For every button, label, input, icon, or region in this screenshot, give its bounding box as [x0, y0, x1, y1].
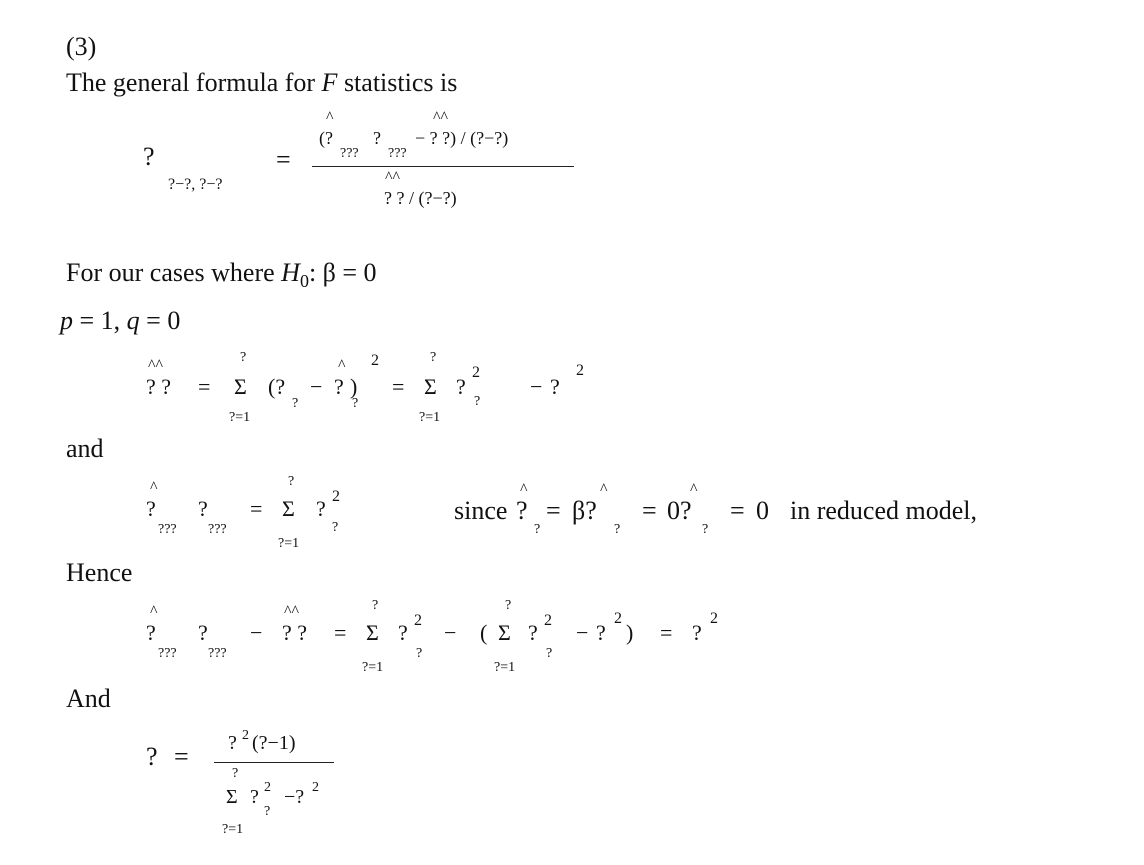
since-beta: β?: [572, 496, 597, 525]
rss-term-pow: 2: [371, 352, 379, 369]
since-y: ?: [516, 496, 528, 525]
final-num-rest: (?−1): [252, 732, 296, 754]
final-minus: −?: [284, 786, 305, 808]
diff-sum-bot2: ?=1: [494, 660, 516, 675]
rss-sum-top1: ?: [240, 350, 247, 365]
cases-text: For our cases where: [66, 258, 282, 287]
final-eq: =: [174, 742, 189, 771]
f-den: ? ? / (?−?): [384, 188, 457, 208]
rss-y-pow: 2: [472, 364, 480, 381]
final-sum-top: ?: [232, 766, 239, 781]
hat-accent: ^: [338, 357, 346, 374]
intro-text: [66, 68, 457, 98]
since-eq3: =: [730, 496, 745, 525]
rss-last-pow: 2: [576, 362, 584, 379]
rss-sigma2: Σ: [424, 374, 437, 399]
diff-rhs-q: ? ?: [282, 620, 308, 645]
rss-term-sup: ): [350, 374, 358, 399]
rss-sum-bot2: ?=1: [419, 410, 441, 425]
hat-accent: ^: [326, 109, 334, 126]
pq-q: q: [126, 306, 140, 335]
rss-eq1: =: [198, 374, 211, 399]
pq-q-rest: = 0: [139, 306, 181, 335]
since-tail: in reduced model,: [790, 496, 977, 525]
f-lhs-sub: ?−?, ?−?: [168, 176, 223, 193]
diff-lhs1: ?: [146, 620, 156, 645]
fraction-bar: [214, 762, 334, 763]
red-lhs2: ?: [198, 496, 208, 521]
diff-sigma2: Σ: [498, 620, 511, 645]
rss-term-open: (?: [268, 374, 286, 399]
red-lhs1: ?: [146, 496, 156, 521]
since-word: since: [454, 496, 508, 525]
diff-y1-sub: ?: [416, 646, 423, 661]
f-num-sub1: ???: [340, 146, 359, 161]
diff-lhs2-sub: ???: [208, 646, 227, 661]
intro-var-F: F: [321, 68, 338, 97]
diff-minus2: −: [444, 620, 457, 645]
cases-line: [66, 258, 377, 292]
final-pow: 2: [312, 780, 319, 795]
rss-last: ?: [550, 374, 560, 399]
red-sigma: Σ: [282, 496, 295, 521]
diff-eq2: =: [660, 620, 673, 645]
f-num-sub2: ???: [388, 146, 407, 161]
and-label: and: [66, 434, 104, 463]
diff-eq1: =: [334, 620, 347, 645]
intro-before: The general formula for: [66, 68, 322, 97]
since-beta-sub: ?: [614, 522, 621, 537]
diff-result: ?: [692, 620, 702, 645]
rss-lhs: ? ?: [146, 374, 172, 399]
diff-sum-bot1: ?=1: [362, 660, 384, 675]
diff-sum-top1: ?: [372, 598, 379, 613]
hat-accent: ^: [690, 481, 698, 498]
hat-accent: ^^: [284, 603, 300, 620]
f-num-open: (?: [319, 128, 333, 148]
rss-sum-top2: ?: [430, 350, 437, 365]
diff-sigma1: Σ: [366, 620, 379, 645]
hat-accent: ^: [600, 481, 608, 498]
hence-label: Hence: [66, 558, 133, 587]
f-eq: =: [276, 145, 291, 174]
rss-sum-bot1: ?=1: [229, 410, 251, 425]
red-y: ?: [316, 496, 326, 521]
intro-after: statistics is: [337, 68, 458, 97]
pq-p-rest: = 1,: [73, 306, 127, 335]
red-sum-top: ?: [288, 474, 295, 489]
diff-y2: ?: [528, 620, 538, 645]
red-eq: =: [250, 496, 263, 521]
rss-term-q: ?: [334, 374, 344, 399]
rss-eq2: =: [392, 374, 405, 399]
final-y-pow: 2: [264, 780, 271, 795]
hat-accent: ^^: [385, 169, 401, 186]
fraction-bar: [312, 166, 574, 167]
final-num-pow: 2: [242, 728, 249, 743]
final-sum-bot: ?=1: [222, 822, 244, 837]
since-eq2: =: [642, 496, 657, 525]
f-lhs: ?: [143, 142, 155, 171]
diff-lhs1-sub: ???: [158, 646, 177, 661]
final-sigma: Σ: [226, 786, 238, 808]
final-num: ?: [228, 732, 237, 754]
rss-term-sub2: ?: [352, 396, 359, 411]
diff-y1: ?: [398, 620, 408, 645]
rss-sigma1: Σ: [234, 374, 247, 399]
hat-accent: ^^: [148, 357, 164, 374]
diff-paren-open: (: [480, 620, 488, 645]
pq-p: p: [60, 306, 73, 335]
diff-y1-pow: 2: [414, 612, 422, 629]
cases-H-sub: 0: [299, 271, 309, 292]
diff-last: ?: [596, 620, 606, 645]
rss-y: ?: [456, 374, 466, 399]
since-y-sub: ?: [534, 522, 541, 537]
since-zero2: 0: [756, 496, 769, 525]
diff-last-pow: 2: [614, 610, 622, 627]
since-zero-sub: ?: [702, 522, 709, 537]
diff-paren-close: ): [626, 620, 634, 645]
red-lhs2-sub: ???: [208, 522, 227, 537]
f-num-rest: − ? ?) / (?−?): [415, 128, 509, 148]
rss-minus: −: [530, 374, 543, 399]
red-sum-bot: ?=1: [278, 536, 300, 551]
rss-term-minus: −: [310, 374, 323, 399]
rss-term-sub1: ?: [292, 396, 299, 411]
part-label: (3): [66, 32, 97, 61]
f-num-mid: ?: [373, 128, 381, 148]
diff-result-pow: 2: [710, 610, 718, 627]
diff-y2-sub: ?: [546, 646, 553, 661]
cases-rest: : β = 0: [308, 258, 377, 287]
diff-y2-pow: 2: [544, 612, 552, 629]
rss-y-sub: ?: [474, 394, 481, 409]
diff-minus: −: [250, 620, 263, 645]
final-y-sub: ?: [264, 804, 271, 819]
since-eq1: =: [546, 496, 561, 525]
hat-accent: ^^: [433, 109, 449, 126]
diff-sum-top2: ?: [505, 598, 512, 613]
pq-line: [60, 306, 180, 336]
and-label-2: And: [66, 684, 111, 713]
cases-H: H: [281, 258, 300, 287]
red-y-pow: 2: [332, 488, 340, 505]
final-y: ?: [250, 786, 259, 808]
since-zero: 0?: [667, 496, 692, 525]
hat-accent: ^: [520, 481, 528, 498]
final-lhs: ?: [146, 742, 158, 771]
diff-lhs2: ?: [198, 620, 208, 645]
hat-accent: ^: [150, 603, 158, 620]
diff-minus3: −: [576, 620, 589, 645]
hat-accent: ^: [150, 479, 158, 496]
red-y-sub: ?: [332, 520, 339, 535]
red-lhs1-sub: ???: [158, 522, 177, 537]
